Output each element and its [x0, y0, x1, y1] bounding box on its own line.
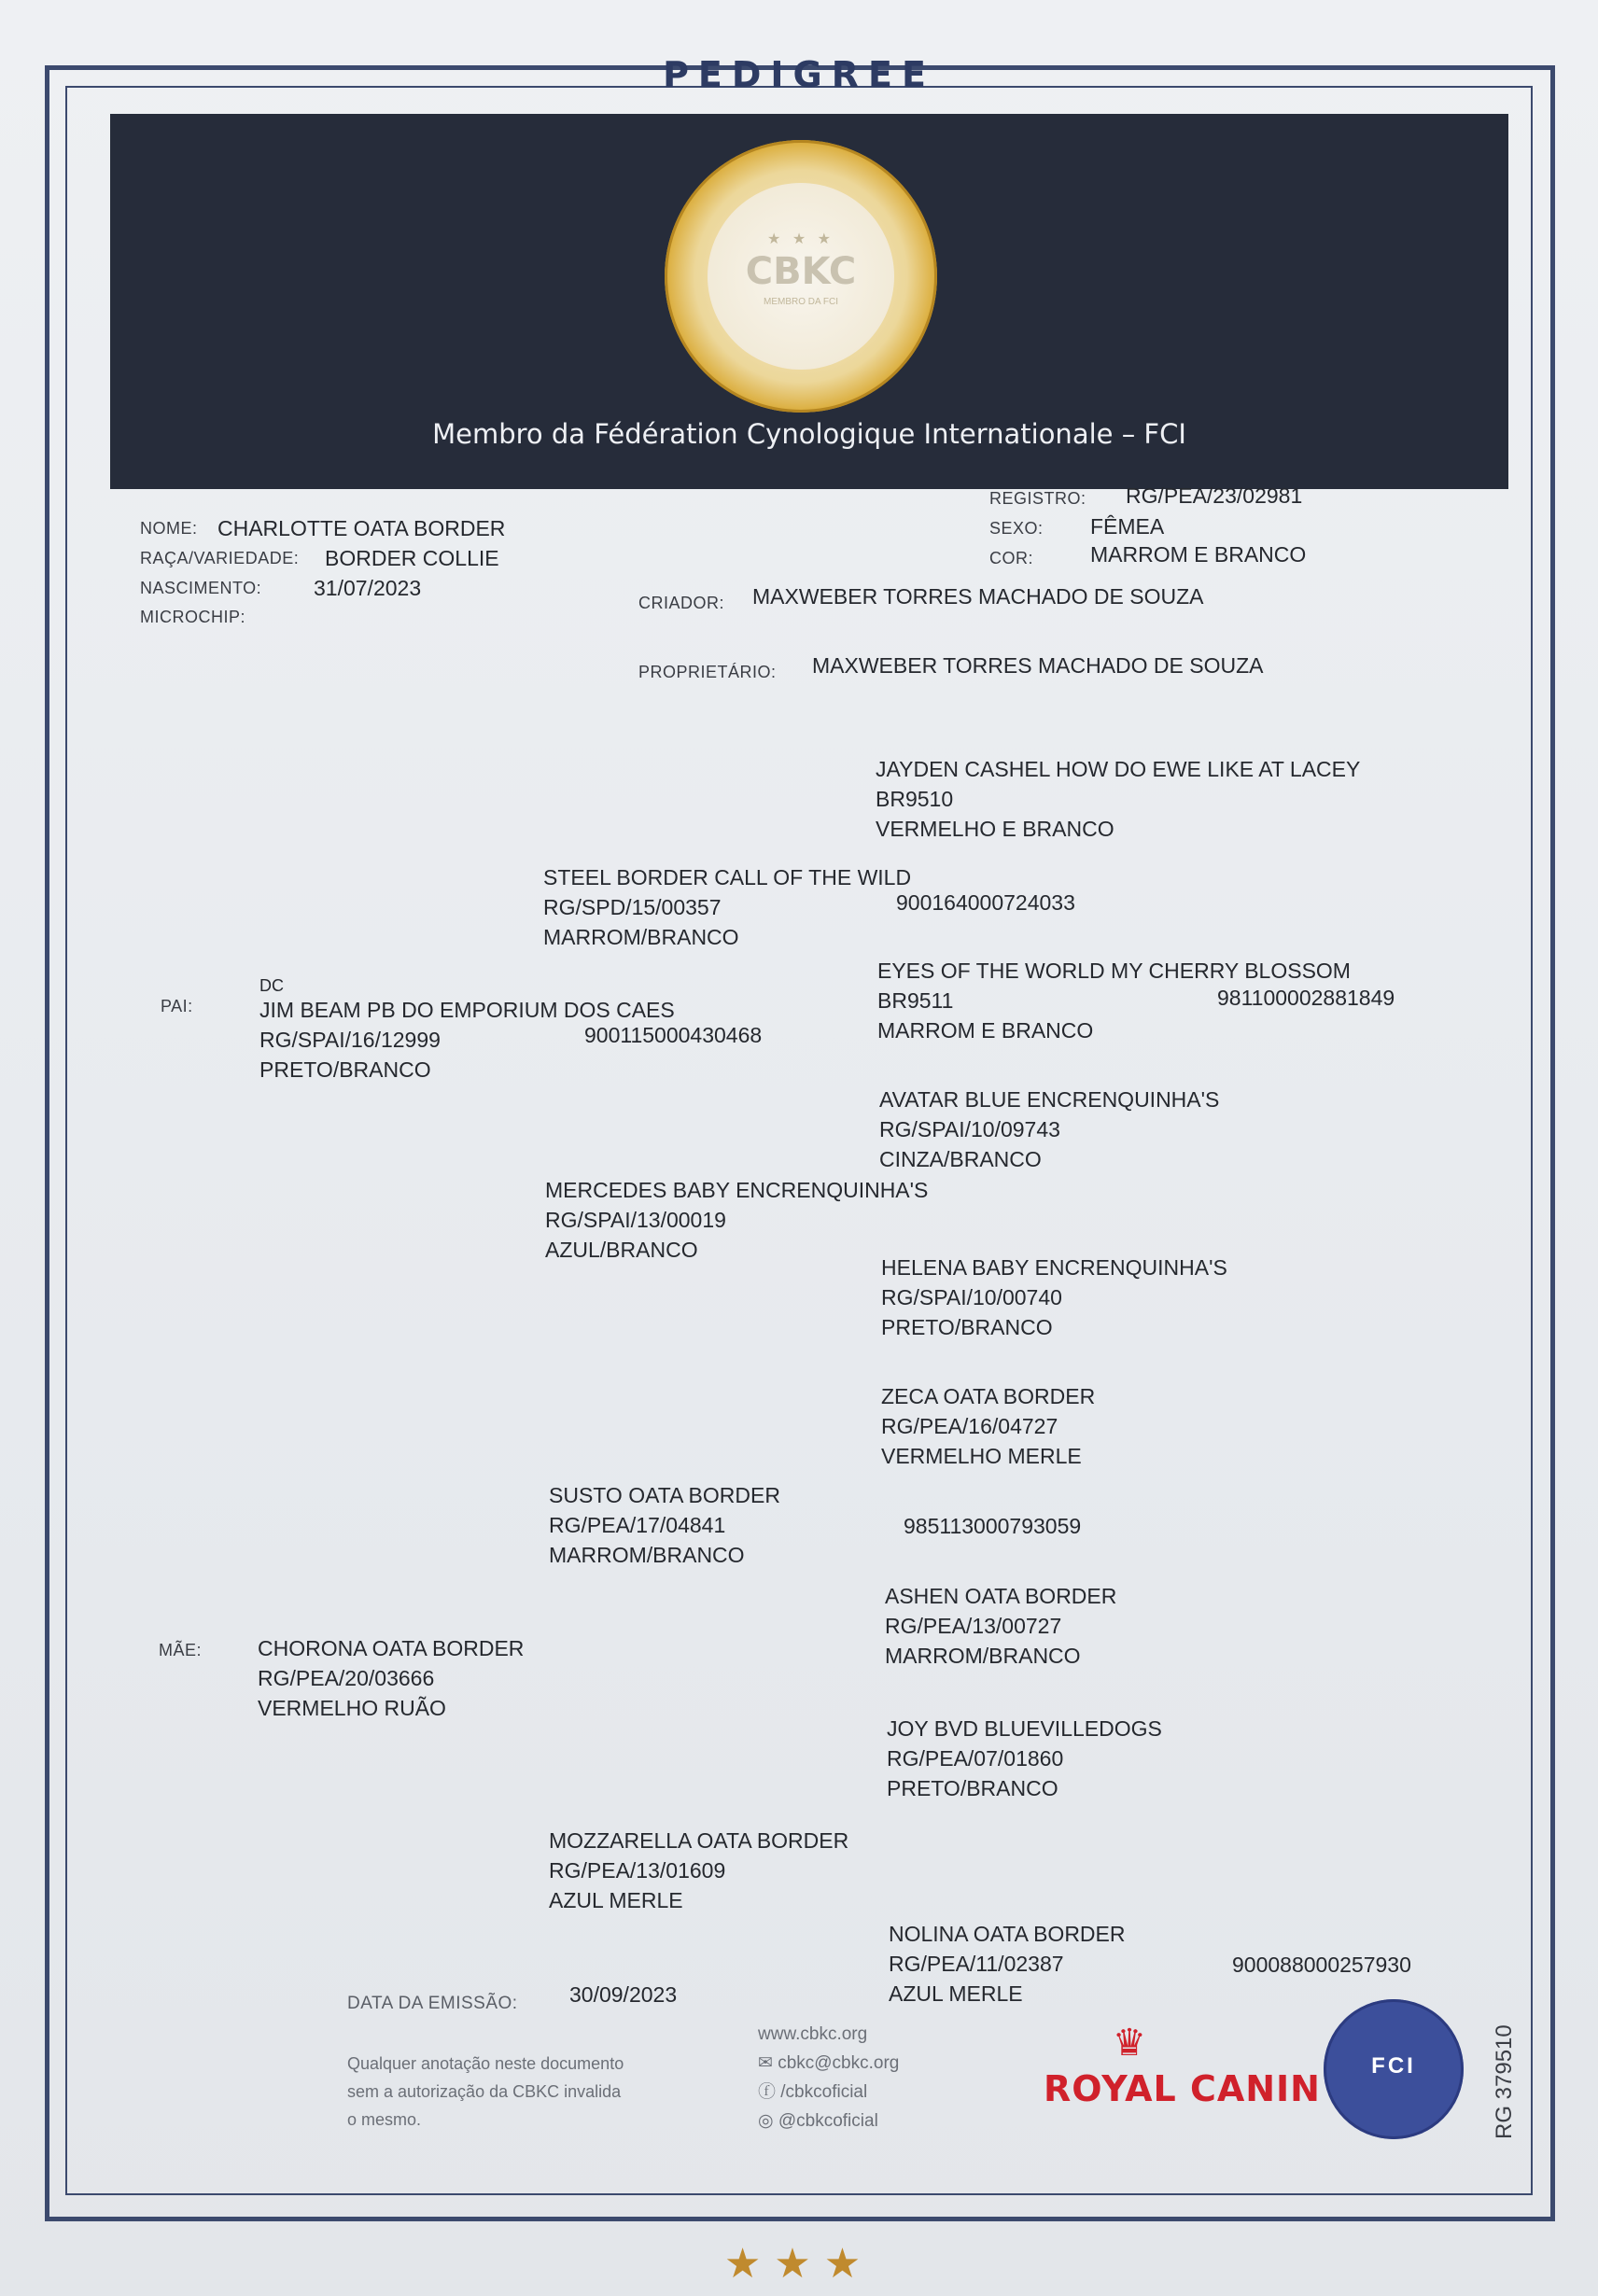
seal-center	[708, 183, 894, 370]
seal-logo-text: CBKC	[745, 250, 857, 293]
dss-name: ZECA OATA BORDER	[881, 1384, 1096, 1408]
sire-dam-name: MERCEDES BABY ENCRENQUINHA'S	[545, 1178, 929, 1202]
dds-reg: RG/PEA/07/01860	[887, 1746, 1064, 1771]
dam-reg: RG/PEA/20/03666	[258, 1666, 435, 1690]
fci-badge-icon	[1324, 1999, 1464, 2139]
registro-label: REGISTRO:	[989, 489, 1086, 508]
sds-reg: RG/SPAI/10/09743	[879, 1117, 1060, 1141]
dam-dam	[549, 1826, 848, 1915]
sire-dam-sire	[879, 1085, 1219, 1174]
sire-sire-color: MARROM/BRANCO	[543, 925, 739, 949]
dog-sex: FÊMEA	[1090, 514, 1165, 539]
microchip-label: MICROCHIP:	[140, 608, 245, 626]
dsd-color: MARROM/BRANCO	[885, 1644, 1081, 1668]
dss-reg: RG/PEA/16/04727	[881, 1414, 1058, 1438]
ddd-reg: RG/PEA/11/02387	[889, 1952, 1064, 1976]
sss-reg: BR9510	[876, 787, 954, 811]
sire-color: PRETO/BRANCO	[259, 1057, 431, 1082]
sire-sire-reg: RG/SPD/15/00357	[543, 895, 722, 919]
dog-registration: RG/PEA/23/02981	[1126, 483, 1303, 508]
contacts	[758, 2020, 899, 2135]
dam	[258, 1633, 524, 1723]
sire-dam-color: AZUL/BRANCO	[545, 1238, 698, 1262]
owner-name: MAXWEBER TORRES MACHADO DE SOUZA	[812, 653, 1264, 678]
dam-dam-name: MOZZARELLA OATA BORDER	[549, 1828, 849, 1853]
nome-label: NOME:	[140, 519, 198, 538]
ddd-color: AZUL MERLE	[889, 1981, 1023, 2006]
sdd-color: PRETO/BRANCO	[881, 1315, 1053, 1339]
bottom-stars: ★★★	[723, 2241, 875, 2287]
sire-dam	[545, 1175, 928, 1265]
sds-name: AVATAR BLUE ENCRENQUINHA'S	[879, 1087, 1220, 1112]
sire-dam-reg: RG/SPAI/13/00019	[545, 1208, 726, 1232]
instagram-row	[758, 2107, 899, 2135]
dss-color: VERMELHO MERLE	[881, 1444, 1082, 1468]
royal-canin-logo: ROYAL CANIN	[1044, 2068, 1321, 2109]
cor-label: COR:	[989, 549, 1033, 567]
sss-name: JAYDEN CASHEL HOW DO EWE LIKE AT LACEY	[876, 757, 1361, 781]
ssd-reg: BR9511	[877, 988, 954, 1013]
seal-subtext: MEMBRO DA FCI	[763, 297, 838, 307]
dog-breed: BORDER COLLIE	[325, 546, 499, 570]
sire-name: JIM BEAM PB DO EMPORIUM DOS CAES	[259, 998, 675, 1022]
banner-text: Membro da Fédération Cynologique Internationale – FCI	[432, 418, 1186, 450]
ddd-name: NOLINA OATA BORDER	[889, 1922, 1126, 1946]
dam-dam-color: AZUL MERLE	[549, 1888, 683, 1912]
breeder-name: MAXWEBER TORRES MACHADO DE SOUZA	[752, 584, 1204, 609]
cbkc-seal-icon	[665, 140, 937, 413]
disclaimer-line: Qualquer anotação neste documento	[347, 2054, 624, 2073]
sire-chip: 900115000430468	[584, 1023, 763, 1047]
emissao-label: DATA DA EMISSÃO:	[347, 1994, 518, 2013]
dam-dam-sire	[887, 1714, 1162, 1803]
page-title: PEDIGREE	[663, 54, 935, 95]
dam-sire-color: MARROM/BRANCO	[549, 1543, 745, 1567]
dam-name: CHORONA OATA BORDER	[258, 1636, 525, 1660]
dam-sire-reg: RG/PEA/17/04841	[549, 1513, 726, 1537]
sire-sire-sire	[876, 754, 1360, 844]
dam-dam-dam	[889, 1919, 1125, 2009]
sss-color: VERMELHO E BRANCO	[876, 817, 1114, 841]
dsd-name: ASHEN OATA BORDER	[885, 1584, 1117, 1608]
sire-sire-name: STEEL BORDER CALL OF THE WILD	[543, 865, 912, 889]
ddd-chip: 900088000257930	[1232, 1953, 1411, 1977]
dds-color: PRETO/BRANCO	[887, 1776, 1058, 1800]
sdd-name: HELENA BABY ENCRENQUINHA'S	[881, 1255, 1227, 1280]
sss-chip: 900164000724033	[896, 890, 1075, 915]
email-link[interactable]: cbkc@cbkc.org	[778, 2053, 900, 2073]
sds-color: CINZA/BRANCO	[879, 1147, 1042, 1171]
ssd-color: MARROM E BRANCO	[877, 1018, 1094, 1043]
sire-reg: RG/SPAI/16/12999	[259, 1028, 441, 1052]
sdd-reg: RG/SPAI/10/00740	[881, 1285, 1062, 1309]
raca-label: RAÇA/VARIEDADE:	[140, 549, 300, 567]
ssd-chip: 981100002881849	[1217, 986, 1395, 1010]
facebook-link[interactable]: /cbkcoficial	[780, 2082, 868, 2102]
dog-name: CHARLOTTE OATA BORDER	[217, 516, 506, 540]
sire-dam-dam	[881, 1253, 1227, 1342]
disclaimer	[347, 2050, 624, 2134]
issue-date: 30/09/2023	[569, 1982, 678, 2007]
instagram-icon: ◎	[758, 2111, 778, 2131]
dog-color: MARROM E BRANCO	[1090, 542, 1307, 567]
ssd-name: EYES OF THE WORLD MY CHERRY BLOSSOM	[877, 959, 1351, 983]
facebook-icon: ⓕ	[758, 2082, 781, 2102]
nascimento-label: NASCIMENTO:	[140, 579, 262, 597]
dam-sire-name: SUSTO OATA BORDER	[549, 1483, 780, 1507]
sire-title: DC	[259, 976, 284, 995]
email-icon: ✉	[758, 2053, 778, 2073]
facebook-row	[758, 2078, 899, 2107]
pai-label: PAI:	[161, 997, 193, 1015]
mae-label: MÃE:	[159, 1641, 203, 1659]
disclaimer-line: sem a autorização da CBKC invalida	[347, 2082, 622, 2101]
serial-number: RG 379510	[1492, 2024, 1517, 2139]
dsd-reg: RG/PEA/13/00727	[885, 1614, 1062, 1638]
proprietario-label: PROPRIETÁRIO:	[638, 663, 777, 681]
instagram-link[interactable]: @cbkcoficial	[778, 2111, 878, 2131]
email-row	[758, 2049, 899, 2078]
seal-stars: ★ ★ ★	[767, 231, 834, 247]
dam-color: VERMELHO RUÃO	[258, 1696, 446, 1720]
website-link[interactable]: www.cbkc.org	[758, 2024, 868, 2044]
dam-sire-dam	[885, 1581, 1116, 1671]
dam-dam-reg: RG/PEA/13/01609	[549, 1858, 726, 1883]
dss-chip: 985113000793059	[904, 1514, 1082, 1538]
sexo-label: SEXO:	[989, 519, 1044, 538]
dam-sire-sire	[881, 1381, 1095, 1471]
disclaimer-line: o mesmo.	[347, 2110, 422, 2129]
criador-label: CRIADOR:	[638, 594, 725, 612]
fci-badge-text: FCI	[1371, 2053, 1416, 2079]
sire-sire	[543, 862, 911, 952]
crown-icon: ♛	[1113, 2023, 1146, 2064]
dam-sire	[549, 1480, 780, 1570]
dog-birthdate: 31/07/2023	[314, 576, 422, 600]
dds-name: JOY BVD BLUEVILLEDOGS	[887, 1716, 1162, 1741]
